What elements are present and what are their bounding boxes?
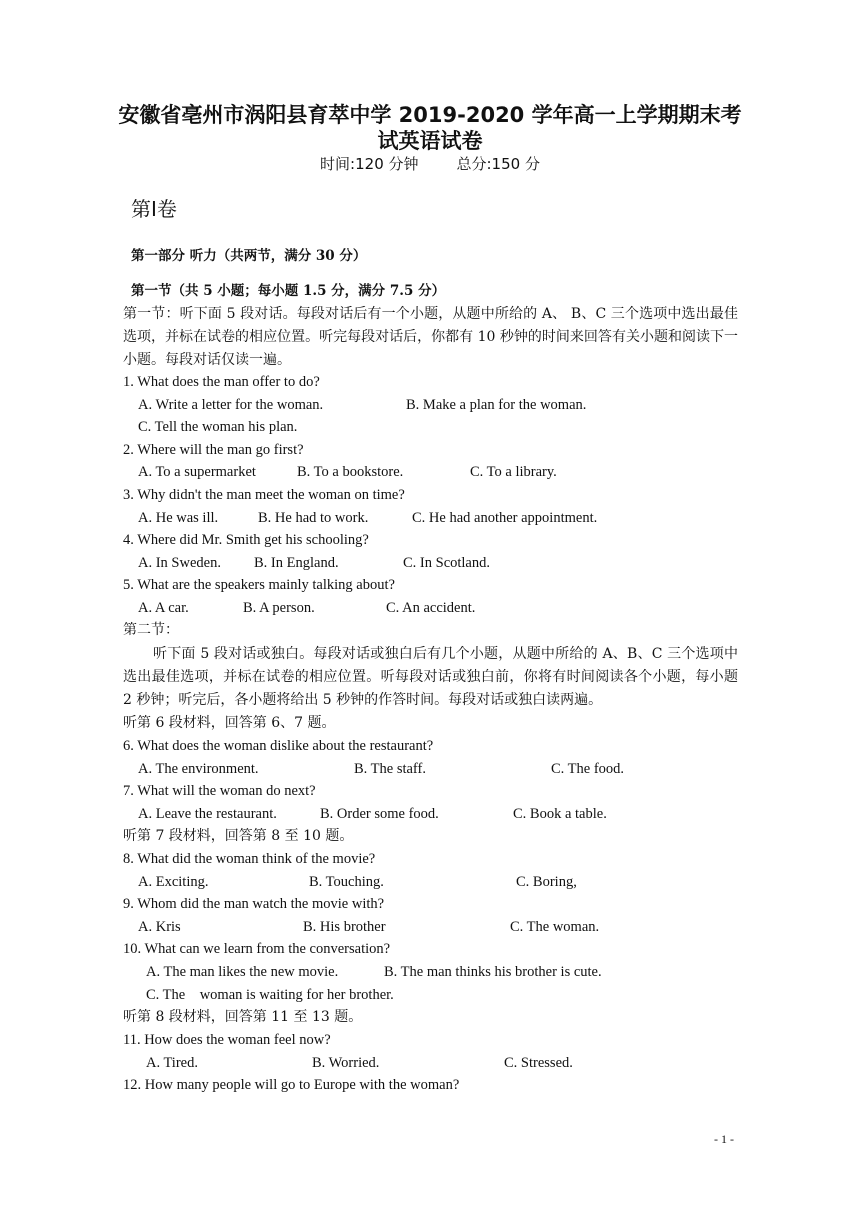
section-title: 第Ⅰ卷 (131, 197, 177, 221)
q1-option-c: C. Tell the woman his plan. (138, 419, 298, 435)
q3-option-b: B. He had to work. (258, 510, 369, 526)
section1-heading: 第一节（共 5 小题；每小题 1.5 分，满分 7.5 分） (131, 283, 446, 299)
q6-option-b: B. The staff. (354, 761, 426, 777)
q10-option-c: C. The woman is waiting for her brother. (146, 987, 394, 1003)
exam-time: 时间:120 分钟 (320, 155, 419, 173)
question-12: 12. How many people will go to Europe with the woman? (123, 1077, 460, 1093)
q4-option-b: B. In England. (254, 555, 339, 571)
q8-option-c: C. Boring, (516, 874, 577, 890)
q1-option-b: B. Make a plan for the woman. (406, 397, 587, 413)
q9-option-c: C. The woman. (510, 919, 600, 935)
q10-option-b: B. The man thinks his brother is cute. (384, 964, 602, 980)
q9-option-b: B. His brother (303, 919, 386, 935)
q7-option-a: A. Leave the restaurant. (138, 806, 277, 822)
section2-instructions: 听下面 5 段对话或独白。每段对话或独白后有几个小题，从题中所给的 A、B、C 三个选项中选出最佳选项，并标在试卷的相应位置。听每段对话或独白前，你将有时间阅读各个小题，每小题 2 秒钟；听完后，各小题将给出 5 秒钟的作答时间。每段对话或独白读两遍。 (123, 646, 738, 708)
q8-option-b: B. Touching. (309, 874, 384, 890)
q11-option-a: A. Tired. (146, 1055, 198, 1071)
q9-option-a: A. Kris (138, 919, 181, 935)
question-8: 8. What did the woman think of the movie? (123, 851, 376, 867)
exam-title-line1: 安徽省亳州市涡阳县育萃中学 2019-2020 学年高一上学期期末考 (118, 103, 742, 127)
exam-title-line2: 试英语试卷 (377, 129, 483, 153)
question-6: 6. What does the woman dislike about the restaurant? (123, 738, 434, 754)
q5-option-a: A. A car. (138, 600, 189, 616)
question-2: 2. Where will the man go first? (123, 442, 304, 458)
q3-option-c: C. He had another appointment. (412, 510, 598, 526)
q4-option-c: C. In Scotland. (403, 555, 490, 571)
q2-option-c: C. To a library. (470, 464, 557, 480)
question-10: 10. What can we learn from the conversation? (123, 941, 391, 957)
q7-option-c: C. Book a table. (513, 806, 607, 822)
q3-option-a: A. He was ill. (138, 510, 219, 526)
question-9: 9. Whom did the man watch the movie with? (123, 896, 385, 912)
question-11: 11. How does the woman feel now? (123, 1032, 331, 1048)
q10-option-a: A. The man likes the new movie. (146, 964, 339, 980)
q2-option-b: B. To a bookstore. (297, 464, 404, 480)
material-8-note: 听第 8 段材料，回答第 11 至 13 题。 (123, 1009, 363, 1025)
section2-label: 第二节： (123, 622, 179, 638)
q6-option-a: A. The environment. (138, 761, 259, 777)
q11-option-b: B. Worried. (312, 1055, 380, 1071)
q5-option-b: B. A person. (243, 600, 315, 616)
material-6-note: 听第 6 段材料，回答第 6、7 题。 (123, 715, 336, 731)
question-7: 7. What will the woman do next? (123, 783, 316, 799)
q8-option-a: A. Exciting. (138, 874, 209, 890)
exam-meta (0, 154, 860, 174)
q7-option-b: B. Order some food. (320, 806, 439, 822)
q6-option-c: C. The food. (551, 761, 625, 777)
q2-option-a: A. To a supermarket (138, 464, 256, 480)
question-1: 1. What does the man offer to do? (123, 374, 320, 390)
q5-option-c: C. An accident. (386, 600, 476, 616)
part1-heading: 第一部分 听力（共两节，满分 30 分） (131, 248, 367, 264)
material-7-note: 听第 7 段材料，回答第 8 至 10 题。 (123, 828, 354, 844)
page-number: - 1 - (714, 1132, 734, 1146)
q1-option-a: A. Write a letter for the woman. (138, 397, 324, 413)
q11-option-c: C. Stressed. (504, 1055, 573, 1071)
question-5: 5. What are the speakers mainly talking about? (123, 577, 395, 593)
q4-option-a: A. In Sweden. (138, 555, 221, 571)
question-4: 4. Where did Mr. Smith get his schooling? (123, 532, 369, 548)
section1-instructions: 第一节：听下面 5 段对话。每段对话后有一个小题，从题中所给的 A、 B、C 三个选项中选出最佳选项，并标在试卷的相应位置。听完每段对话后，你都有 10 秒钟的时间来回答有关小题和阅读下一小题。每段对话仅读一遍。 (123, 306, 738, 368)
question-3: 3. Why didn't the man meet the woman on time? (123, 487, 405, 503)
exam-total-score: 总分:150 分 (456, 155, 540, 173)
